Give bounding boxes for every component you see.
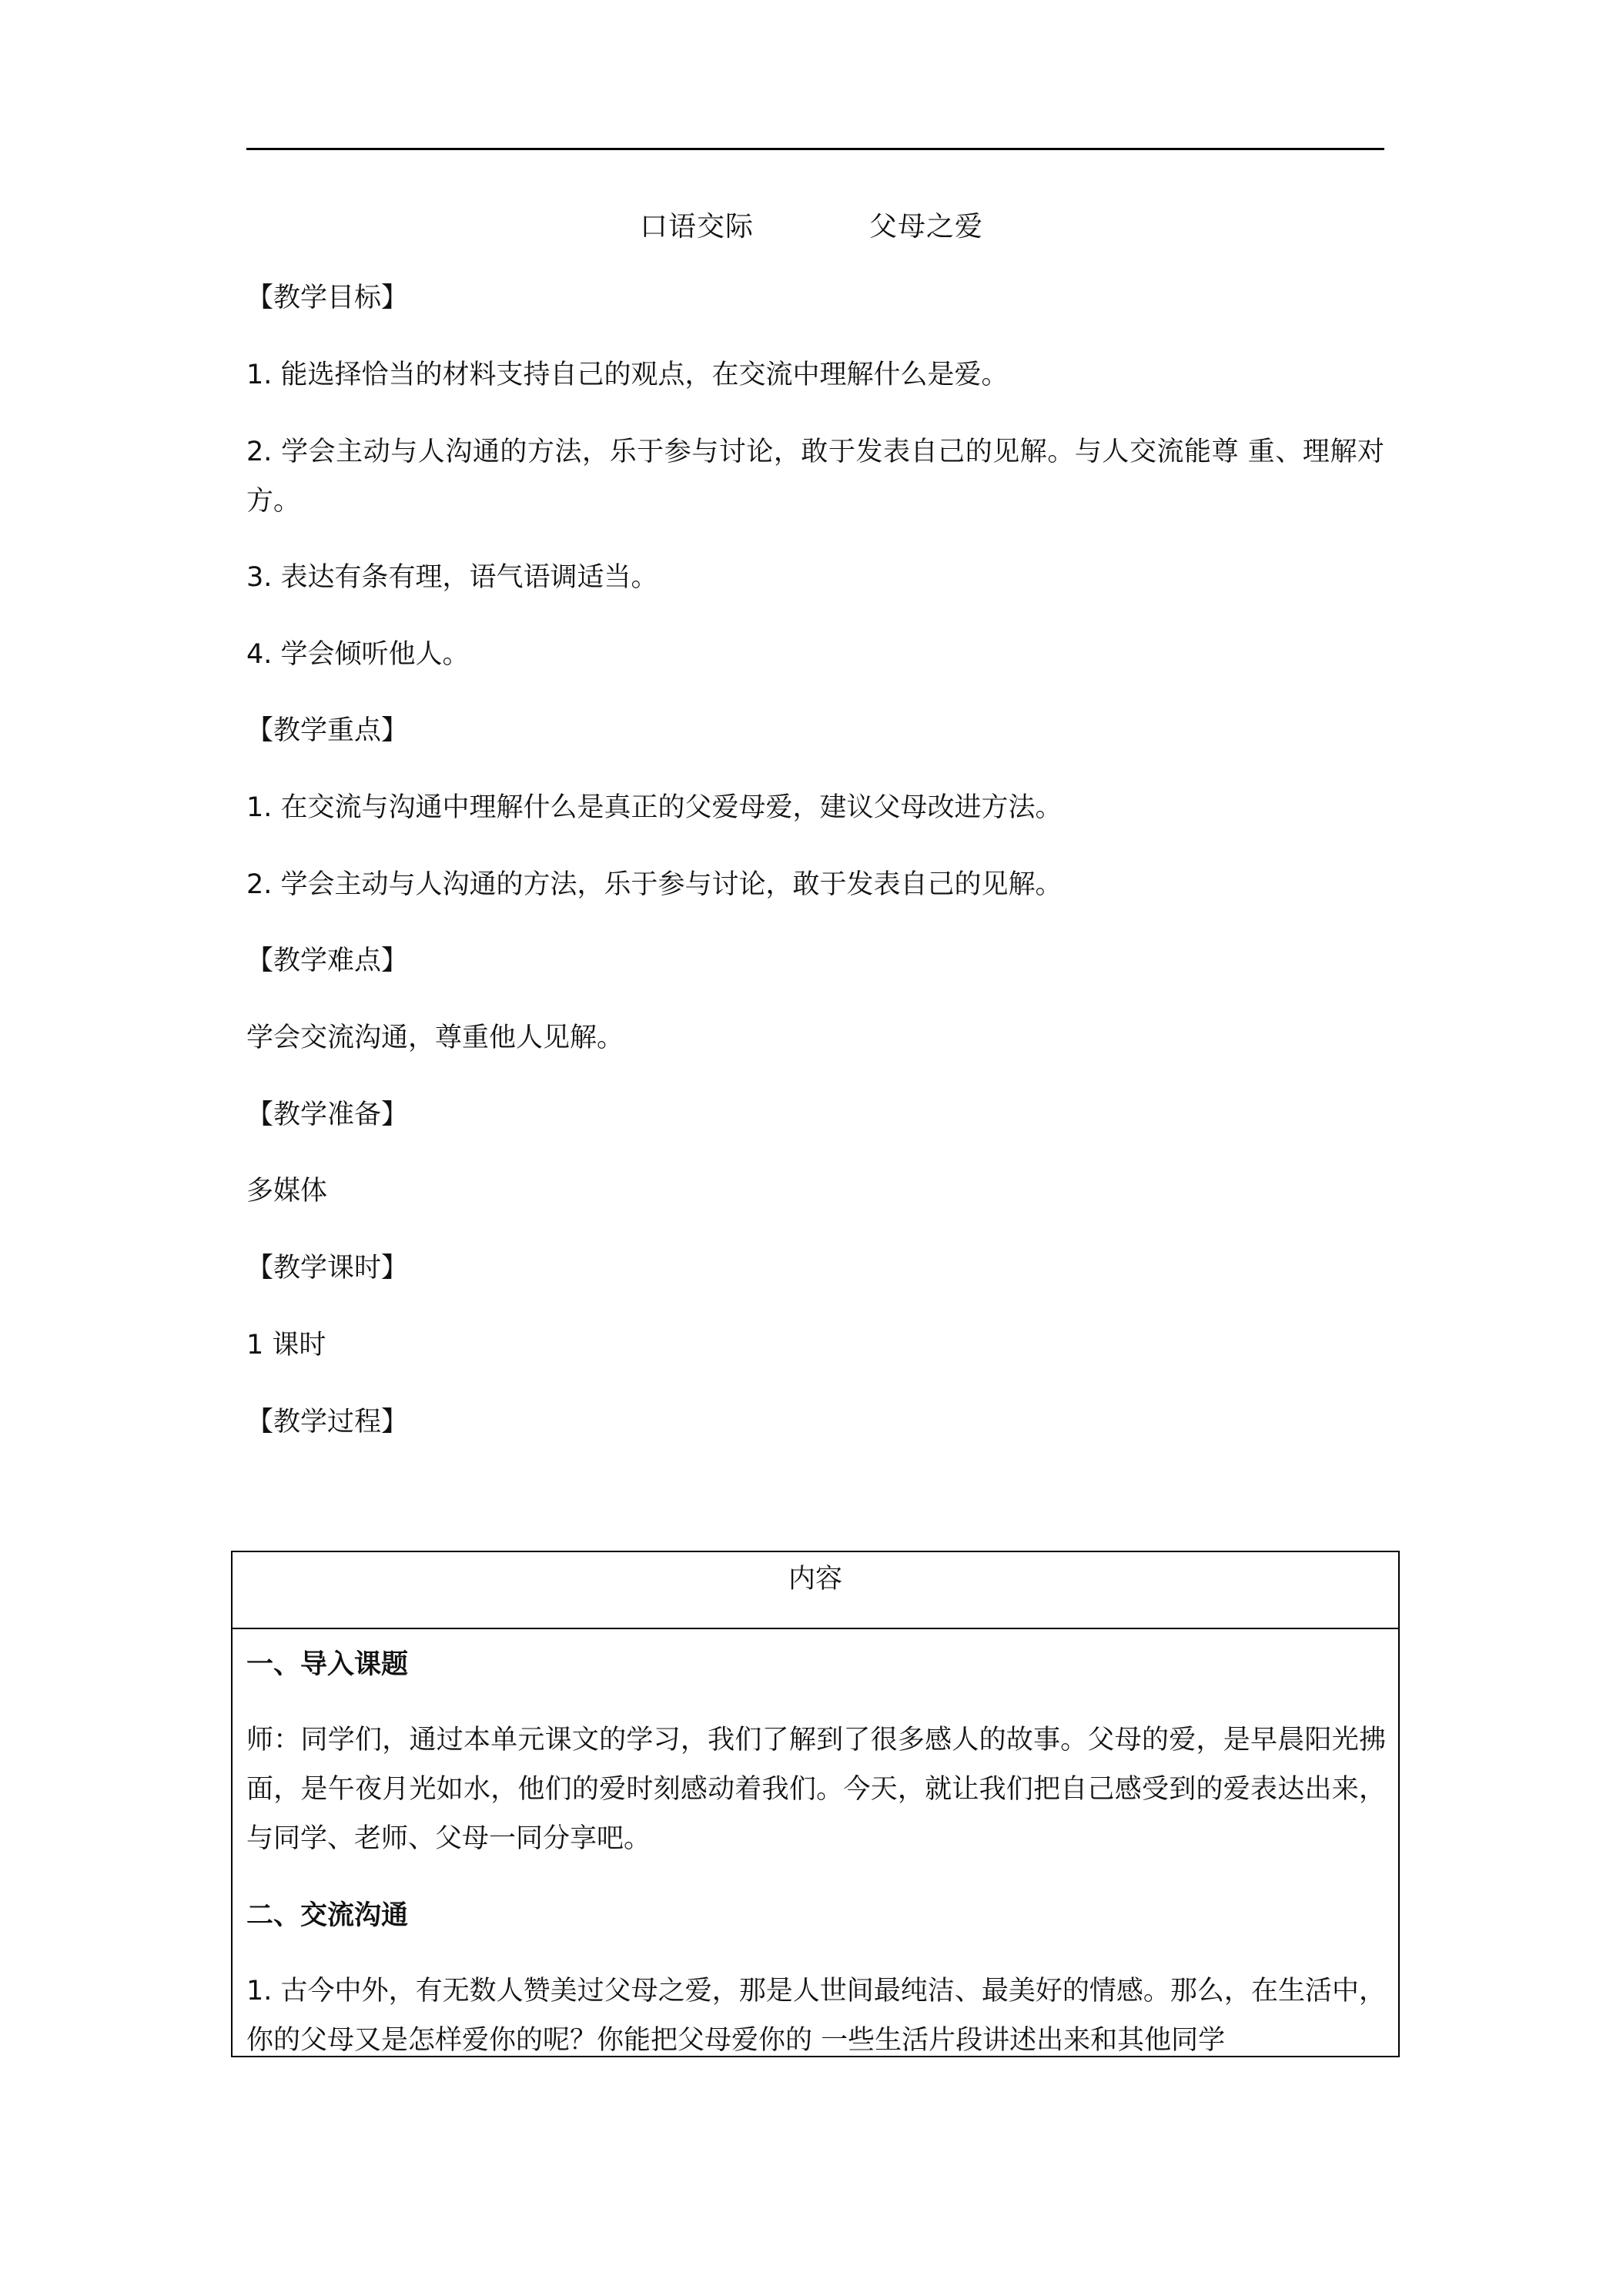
header-rule [246, 148, 1384, 150]
table-header: 内容 [233, 1552, 1398, 1629]
key-heading: 【教学重点】 [246, 715, 409, 746]
part2-text: 1. 古今中外，有无数人赞美过父母之爱，那是人世间最纯洁、最美好的情感。那么，在生活中，你的父母又是怎样爱你的呢？你能把父母爱你的 一些生活片段讲述出来和其他同学 [246, 1976, 1386, 2056]
page-title [0, 205, 1623, 244]
part2-heading: 二、交流沟通 [246, 1900, 409, 1931]
part1-heading: 一、导入课题 [246, 1649, 409, 1680]
key-1: 1. 在交流与沟通中理解什么是真正的父爱母爱，建议父母改进方法。 [246, 792, 1062, 823]
process-heading: 【教学过程】 [246, 1407, 409, 1438]
goal-3: 3. 表达有条有理，语气语调适当。 [246, 562, 658, 593]
goal-4: 4. 学会倾听他人。 [246, 639, 470, 670]
difficulty-heading: 【教学难点】 [246, 946, 409, 976]
difficulty-text: 学会交流沟通，尊重他人见解。 [246, 1022, 624, 1053]
title-part2: 父母之爱 [869, 211, 984, 243]
key-2: 2. 学会主动与人沟通的方法，乐于参与讨论，敢于发表自己的见解。 [246, 869, 1062, 900]
hours-text: 1 课时 [246, 1330, 326, 1361]
goal-1: 1. 能选择恰当的材料支持自己的观点，在交流中理解什么是爱。 [246, 360, 1009, 390]
goals-heading: 【教学目标】 [246, 283, 409, 313]
goal-2: 2. 学会主动与人沟通的方法，乐于参与讨论，敢于发表自己的见解。与人交流能尊 重、理解对方。 [246, 437, 1384, 517]
title-part1: 口语交际 [639, 211, 754, 243]
prep-text: 多媒体 [246, 1176, 328, 1207]
prep-heading: 【教学准备】 [246, 1099, 409, 1130]
part1-text: 师：同学们，通过本单元课文的学习，我们了解到了很多感人的故事。父母的爱，是早晨阳光拂面，是午夜月光如水，他们的爱时刻感动着我们。今天，就让我们把自己感受到的爱表达出来，与同学、老师、父母一同分享吧。 [246, 1725, 1386, 1854]
process-table [231, 1551, 1400, 2057]
hours-heading: 【教学课时】 [246, 1253, 409, 1284]
